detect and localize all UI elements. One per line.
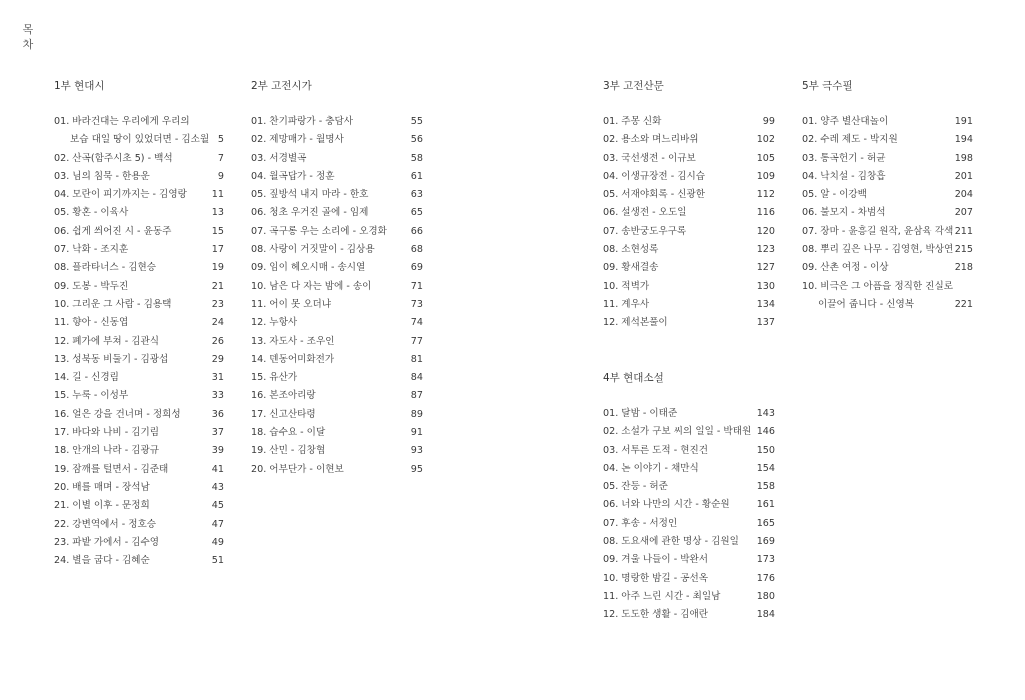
entry-page-number: 47 (211, 518, 224, 530)
entry-title: 10. 남은 다 자는 밤에 - 송이 (251, 280, 372, 292)
entry-page-number: 65 (410, 207, 423, 219)
entry-title: 12. 폐가에 부쳐 - 김관식 (54, 335, 160, 347)
toc-entry[interactable] (251, 168, 423, 186)
entry-title: 01. 찬기파랑가 - 충담사 (251, 116, 354, 127)
toc-entry[interactable] (54, 516, 224, 534)
entry-title: 11. 어이 못 오더냐 (251, 298, 332, 310)
toc-entry[interactable] (251, 461, 423, 479)
section-heading: 5부 극수필 (802, 80, 853, 92)
entry-title: 12. 도도한 생활 - 김애란 (603, 609, 709, 621)
toc-entry[interactable] (251, 424, 423, 442)
entry-title: 03. 통곡헌기 - 허균 (802, 152, 886, 164)
entry-title: 19. 산민 - 김창협 (251, 445, 326, 457)
entry-page-number: 77 (410, 335, 423, 347)
entry-page-number: 91 (410, 427, 423, 439)
entry-page-number: 68 (410, 244, 423, 256)
entry-title: 12. 제석본풀이 (603, 317, 668, 329)
entry-page-number: 218 (954, 262, 973, 274)
entry-title: 06. 너와 나만의 시간 - 황순원 (603, 499, 730, 511)
entry-page-number: 165 (756, 517, 775, 529)
toc-entry[interactable] (802, 223, 973, 241)
entry-page-number: 58 (410, 152, 423, 164)
entry-page-number: 215 (954, 244, 973, 256)
entry-title: 09. 황새결송 (603, 262, 659, 274)
toc-entry[interactable] (802, 168, 973, 186)
toc-section (251, 78, 423, 475)
toc-entry[interactable] (603, 186, 775, 204)
toc-entry[interactable] (603, 533, 775, 551)
toc-entry[interactable] (54, 223, 224, 241)
toc-entry[interactable] (251, 406, 423, 424)
entry-page-number: 161 (756, 499, 775, 511)
toc-entry[interactable] (251, 131, 423, 149)
entry-title: 06. 청초 우거진 골에 - 임제 (251, 207, 369, 219)
toc-entry[interactable] (603, 515, 775, 533)
entry-page-number: 81 (410, 353, 423, 365)
entry-page-number: 19 (211, 262, 224, 274)
entry-title: 08. 도요새에 관한 명상 - 김원일 (603, 536, 739, 548)
entry-title: 07. 장마 - 윤흥길 원작, 윤삼육 각색 (802, 225, 954, 237)
toc-entry[interactable] (802, 296, 973, 314)
entry-page-number: 143 (756, 408, 775, 419)
entry-page-number: 63 (410, 189, 423, 201)
section-heading: 3부 고전산문 (603, 80, 664, 92)
entry-title: 21. 이별 이후 - 문정희 (54, 500, 150, 512)
entry-title: 10. 비극은 그 아픔을 정직한 진실로 (802, 280, 953, 292)
toc-entry[interactable] (603, 551, 775, 569)
toc-entry[interactable] (54, 534, 224, 552)
toc-entry[interactable] (251, 150, 423, 168)
entry-title: 09. 임이 헤오시매 - 송시열 (251, 262, 366, 274)
toc-entry[interactable] (603, 296, 775, 314)
toc-entry[interactable] (54, 278, 224, 296)
entry-page-number: 24 (211, 317, 224, 329)
toc-entry[interactable] (802, 241, 973, 259)
toc-section (54, 78, 224, 567)
entry-title: 22. 강변역에서 - 정호승 (54, 518, 157, 530)
toc-entry[interactable] (251, 278, 423, 296)
toc-entry[interactable] (54, 406, 224, 424)
entry-title: 18. 습수요 - 이달 (251, 427, 326, 439)
toc-entry[interactable] (54, 333, 224, 351)
entry-page-number: 39 (211, 445, 224, 457)
entry-page-number: 127 (756, 262, 775, 274)
entry-page-number: 116 (756, 207, 775, 219)
entry-title: 05. 알 - 이강백 (802, 189, 867, 201)
entry-page-number: 194 (954, 134, 973, 146)
entry-page-number: 61 (410, 170, 423, 182)
toc-entry[interactable] (251, 113, 423, 131)
toc-entry[interactable] (251, 351, 423, 369)
entry-title: 08. 플라타너스 - 김현승 (54, 262, 157, 274)
entry-title: 17. 신고산타령 (251, 408, 316, 420)
entry-page-number: 56 (410, 134, 423, 146)
toc-entry[interactable] (54, 113, 224, 131)
toc-entry[interactable] (54, 497, 224, 515)
toc-entry[interactable] (251, 241, 423, 259)
entry-title: 10. 명랑한 밤길 - 공선옥 (603, 572, 709, 584)
toc-entry[interactable] (251, 314, 423, 332)
entry-title: 20. 배를 매며 - 장석남 (54, 481, 150, 493)
toc-entry[interactable] (251, 204, 423, 222)
entry-title: 04. 모란이 피기까지는 - 김영랑 (54, 189, 187, 201)
entry-title: 11. 아주 느린 시간 - 최일남 (603, 590, 721, 602)
toc-title (22, 22, 34, 52)
entry-title: 07. 곡구롱 우는 소리에 - 오경화 (251, 225, 387, 237)
toc-entry[interactable] (54, 204, 224, 222)
entry-page-number: 17 (211, 244, 224, 256)
entry-page-number: 176 (756, 572, 775, 584)
toc-entry[interactable] (603, 423, 775, 441)
entry-title: 17. 바다와 나비 - 김기림 (54, 427, 160, 439)
entry-title: 05. 서재야회록 - 신광한 (603, 189, 706, 201)
entry-page-number: 169 (756, 536, 775, 548)
toc-title-char: 차 (22, 38, 34, 51)
toc-list (251, 113, 423, 479)
toc-entry[interactable] (54, 150, 224, 168)
entry-page-number: 49 (211, 536, 224, 548)
entry-title: 19. 잠깨를 털면서 - 김준태 (54, 463, 169, 475)
entry-title: 09. 산촌 여정 - 이상 (802, 262, 889, 274)
toc-entry[interactable] (802, 150, 973, 168)
entry-title: 01. 양주 별산대놀이 (802, 116, 889, 127)
entry-title: 08. 사랑이 거짓말이 - 김상용 (251, 244, 375, 256)
entry-title: 03. 국선생전 - 이규보 (603, 152, 696, 164)
entry-title: 01. 주몽 신화 (603, 116, 662, 127)
entry-title: 16. 얼은 강을 건너며 - 정희성 (54, 408, 181, 420)
entry-title: 04. 월곡답가 - 정훈 (251, 170, 335, 182)
toc-list (54, 113, 224, 570)
entry-page-number: 105 (756, 152, 775, 164)
entry-title: 08. 소현성록 (603, 244, 659, 256)
toc-entry[interactable] (603, 570, 775, 588)
entry-title: 14. 길 - 신경림 (54, 372, 119, 384)
entry-title: 24. 별을 굽다 - 김혜순 (54, 555, 150, 567)
entry-page-number: 207 (954, 207, 973, 219)
toc-entry[interactable] (54, 131, 224, 149)
toc-entry[interactable] (603, 606, 775, 624)
section-heading: 2부 고전시가 (251, 80, 312, 92)
entry-title: 15. 누룩 - 이성부 (54, 390, 129, 402)
toc-entry[interactable] (54, 351, 224, 369)
entry-title: 15. 유산가 (251, 372, 298, 384)
toc-entry[interactable] (603, 496, 775, 514)
entry-page-number: 150 (756, 444, 775, 456)
entry-page-number: 15 (211, 225, 224, 237)
entry-page-number: 26 (211, 335, 224, 347)
toc-entry[interactable] (54, 168, 224, 186)
entry-page-number: 23 (211, 298, 224, 310)
toc-entry[interactable] (54, 296, 224, 314)
entry-page-number: 7 (217, 152, 224, 164)
entry-title: 02. 제망매가 - 월명사 (251, 134, 344, 146)
toc-entry[interactable] (54, 387, 224, 405)
entry-page-number: 21 (211, 280, 224, 292)
entry-title: 05. 잔등 - 허준 (603, 481, 668, 493)
entry-title: 10. 적벽가 (603, 280, 650, 292)
entry-page-number: 41 (211, 463, 224, 475)
entry-title: 01. 바라건대는 우리에게 우리의 (54, 116, 190, 127)
entry-page-number: 11 (211, 189, 224, 201)
entry-title: 02. 산곡(함주시초 5) - 백석 (54, 152, 173, 164)
toc-entry[interactable] (603, 168, 775, 186)
entry-page-number: 95 (410, 463, 423, 475)
entry-page-number: 120 (756, 225, 775, 237)
entry-page-number: 84 (410, 372, 423, 384)
toc-entry[interactable] (603, 405, 775, 423)
toc-entry[interactable] (251, 186, 423, 204)
entry-title: 04. 낙치설 - 김창흡 (802, 170, 886, 182)
toc-entry[interactable] (251, 442, 423, 460)
entry-page-number: 154 (756, 462, 775, 474)
entry-page-number: 130 (756, 280, 775, 292)
entry-title: 보습 대일 땅이 있었더면 - 김소월 (70, 134, 210, 146)
entry-page-number: 69 (410, 262, 423, 274)
entry-title: 03. 서경별곡 (251, 152, 307, 164)
entry-title: 18. 안개의 나라 - 김광규 (54, 445, 160, 457)
entry-page-number: 184 (756, 609, 775, 621)
entry-title: 14. 덴동어미화전가 (251, 353, 335, 365)
entry-page-number: 158 (756, 481, 775, 493)
entry-page-number: 123 (756, 244, 775, 256)
toc-list (603, 405, 775, 625)
entry-title: 06. 쉽게 씌어진 시 - 윤동주 (54, 225, 172, 237)
toc-entry[interactable] (54, 314, 224, 332)
toc-entry[interactable] (603, 113, 775, 131)
entry-page-number: 221 (954, 298, 973, 310)
toc-title-char: 목 (22, 23, 34, 36)
entry-page-number: 137 (756, 317, 775, 329)
entry-page-number: 55 (410, 116, 423, 127)
entry-page-number: 71 (410, 280, 423, 292)
toc-section (802, 78, 973, 310)
entry-title: 05. 짚방석 내지 마라 - 한호 (251, 189, 369, 201)
entry-page-number: 51 (211, 555, 224, 567)
toc-entry[interactable] (802, 278, 973, 296)
entry-page-number: 99 (762, 116, 775, 127)
entry-title: 11. 향아 - 신동엽 (54, 317, 129, 329)
entry-page-number: 211 (954, 225, 973, 237)
toc-entry[interactable] (802, 259, 973, 277)
toc-entry[interactable] (251, 333, 423, 351)
entry-title: 08. 뿌리 깊은 나무 - 김영현, 박상연 (802, 244, 954, 256)
entry-title: 07. 송반궁도우구록 (603, 225, 687, 237)
entry-title: 02. 소설가 구보 씨의 일일 - 박태원 (603, 426, 752, 438)
entry-page-number: 13 (211, 207, 224, 219)
entry-title: 23. 파밭 가에서 - 김수영 (54, 536, 160, 548)
entry-page-number: 173 (756, 554, 775, 566)
entry-title: 09. 도봉 - 박두진 (54, 280, 129, 292)
toc-entry[interactable] (603, 241, 775, 259)
toc-entry[interactable] (251, 223, 423, 241)
entry-page-number: 66 (410, 225, 423, 237)
toc-entry[interactable] (54, 479, 224, 497)
toc-entry[interactable] (603, 259, 775, 277)
toc-entry[interactable] (603, 314, 775, 332)
entry-page-number: 146 (756, 426, 775, 438)
entry-title: 10. 그리운 그 사람 - 김용택 (54, 298, 172, 310)
section-heading: 1부 현대시 (54, 80, 105, 92)
toc-entry[interactable] (603, 223, 775, 241)
entry-page-number: 33 (211, 390, 224, 402)
toc-list (603, 113, 775, 333)
toc-entry[interactable] (603, 588, 775, 606)
toc-entry[interactable] (54, 369, 224, 387)
toc-entry[interactable] (54, 552, 224, 570)
entry-page-number: 134 (756, 298, 775, 310)
entry-page-number: 180 (756, 590, 775, 602)
entry-title: 13. 성북동 비둘기 - 김광섭 (54, 353, 169, 365)
entry-title: 03. 서투른 도적 - 현진건 (603, 444, 709, 456)
entry-page-number: 9 (217, 170, 224, 182)
entry-page-number: 37 (211, 427, 224, 439)
toc-entry[interactable] (251, 296, 423, 314)
toc-entry[interactable] (251, 259, 423, 277)
entry-page-number: 29 (211, 353, 224, 365)
entry-title: 04. 이생규장전 - 김시습 (603, 170, 706, 182)
entry-page-number: 36 (211, 408, 224, 420)
entry-title: 12. 누항사 (251, 317, 298, 329)
toc-entry[interactable] (251, 387, 423, 405)
section-heading: 4부 현대소설 (603, 372, 664, 384)
toc-entry[interactable] (603, 150, 775, 168)
entry-page-number: 43 (211, 481, 224, 493)
entry-title: 03. 님의 침묵 - 한용운 (54, 170, 150, 182)
entry-title: 이끌어 줍니다 - 신영복 (818, 298, 915, 310)
toc-entry[interactable] (603, 131, 775, 149)
entry-title: 09. 겨울 나들이 - 박완서 (603, 554, 709, 566)
entry-title: 07. 후송 - 서정인 (603, 517, 678, 529)
entry-title: 13. 자도사 - 조우인 (251, 335, 335, 347)
toc-entry[interactable] (54, 259, 224, 277)
entry-page-number: 102 (756, 134, 775, 146)
entry-page-number: 87 (410, 390, 423, 402)
entry-page-number: 89 (410, 408, 423, 420)
toc-entry[interactable] (603, 442, 775, 460)
entry-title: 07. 낙화 - 조지훈 (54, 244, 129, 256)
toc-entry[interactable] (54, 461, 224, 479)
entry-title: 05. 황혼 - 이육사 (54, 207, 129, 219)
toc-entry[interactable] (603, 278, 775, 296)
toc-entry[interactable] (54, 186, 224, 204)
entry-title: 16. 본조아리랑 (251, 390, 316, 402)
toc-entry[interactable] (603, 478, 775, 496)
entry-page-number: 31 (211, 372, 224, 384)
entry-page-number: 74 (410, 317, 423, 329)
toc-entry[interactable] (54, 241, 224, 259)
entry-page-number: 93 (410, 445, 423, 457)
toc-entry[interactable] (802, 186, 973, 204)
entry-title: 06. 설생전 - 오도일 (603, 207, 687, 219)
toc-entry[interactable] (802, 131, 973, 149)
entry-page-number: 45 (211, 500, 224, 512)
toc-entry[interactable] (251, 369, 423, 387)
entry-title: 02. 수레 제도 - 박지원 (802, 134, 898, 146)
toc-entry[interactable] (802, 113, 973, 131)
toc-section (603, 370, 775, 621)
entry-page-number: 73 (410, 298, 423, 310)
entry-page-number: 191 (954, 116, 973, 127)
entry-page-number: 5 (217, 134, 224, 146)
toc-entry[interactable] (603, 460, 775, 478)
entry-page-number: 109 (756, 170, 775, 182)
toc-list (802, 113, 973, 314)
entry-page-number: 204 (954, 189, 973, 201)
entry-title: 04. 논 이야기 - 채만식 (603, 462, 699, 474)
entry-page-number: 198 (954, 152, 973, 164)
toc-entry[interactable] (54, 424, 224, 442)
toc-entry[interactable] (54, 442, 224, 460)
entry-title: 06. 불모지 - 차범석 (802, 207, 886, 219)
entry-page-number: 201 (954, 170, 973, 182)
entry-title: 02. 용소와 며느리바위 (603, 134, 699, 146)
toc-entry[interactable] (802, 204, 973, 222)
toc-section (603, 78, 775, 329)
toc-entry[interactable] (603, 204, 775, 222)
entry-page-number: 112 (756, 189, 775, 201)
entry-title: 20. 어부단가 - 이현보 (251, 463, 344, 475)
entry-title: 01. 달밤 - 이태준 (603, 408, 678, 419)
entry-title: 11. 계우사 (603, 298, 650, 310)
